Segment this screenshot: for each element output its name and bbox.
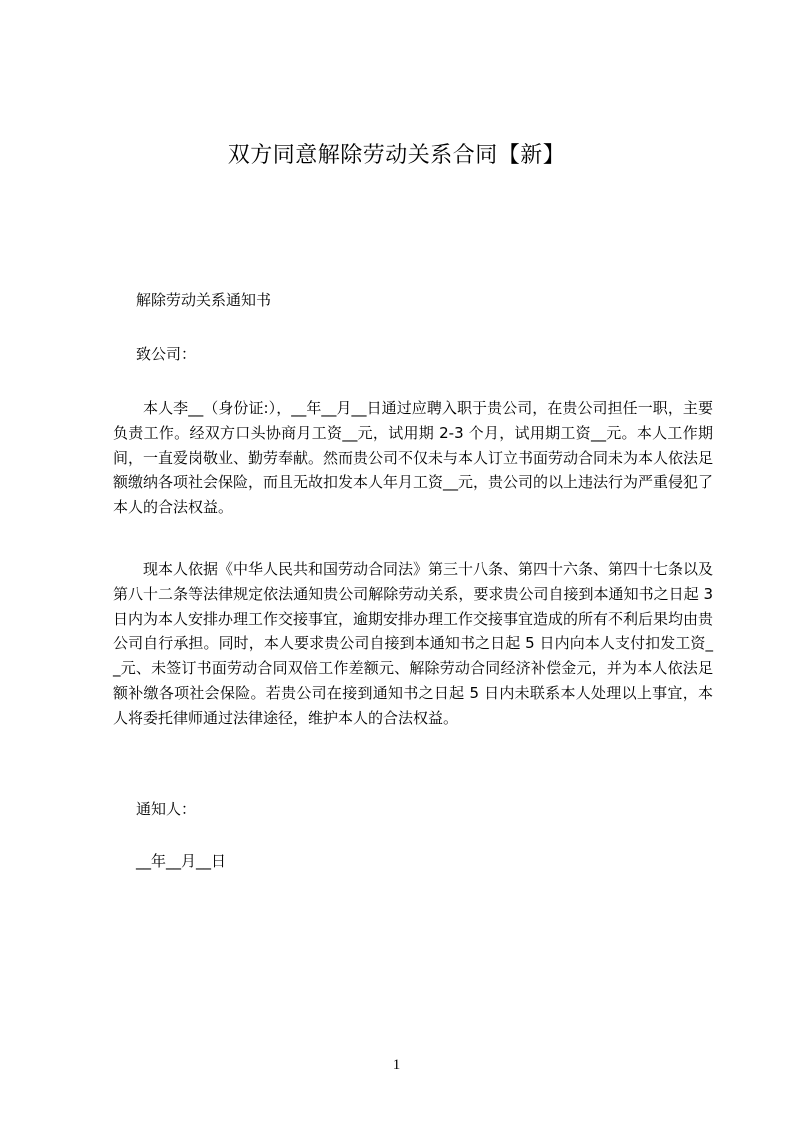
document-title: 双方同意解除劳动关系合同【新】	[227, 143, 566, 168]
body-paragraph-2: 现本人依据《中华人民共和国劳动合同法》第三十八条、第四十六条、第四十七条以及第八十二条等法律规定依法通知贵公司解除劳动关系，要求贵公司自接到本通知书之日起 3 日内为本人安排办理工作交接事宜，逾期安排办理工作交接事宜造成的所有不利后果均由贵公司自行承担。同时，本人要求贵公司自接到本通知书之日起 5 日内向本人支付扣发工资__元、未签订书面劳动合同双倍工作差额元、解除劳动合同经济补偿金元，并为本人依法足额补缴各项社会保险。若贵公司在接到通知书之日起 5 日内未联系本人处理以上事宜，本人将委托律师通过法律途径，维护本人的合法权益。	[113, 560, 714, 727]
body-paragraph-1: 本人李__（身份证:），__年__月__日通过应聘入职于贵公司，在贵公司担任一职，主要负责工作。经双方口头协商月工资__元，试用期 2-3 个月，试用期工资__元。本人工作期间，一直爱岗敬业、勤劳奉献。然而贵公司不仅未与本人订立书面劳动合同未为本人依法足额缴纳各项社会保险，而且无故扣发本人年月工资__元，贵公司的以上违法行为严重侵犯了本人的合法权益。	[113, 399, 714, 517]
signature-label: 通知人：	[136, 800, 197, 818]
date-line: __年__月__日	[136, 852, 227, 870]
salutation: 致公司：	[136, 345, 197, 363]
notice-heading: 解除劳动关系通知书	[136, 291, 272, 309]
page-number: 1	[392, 1057, 401, 1073]
